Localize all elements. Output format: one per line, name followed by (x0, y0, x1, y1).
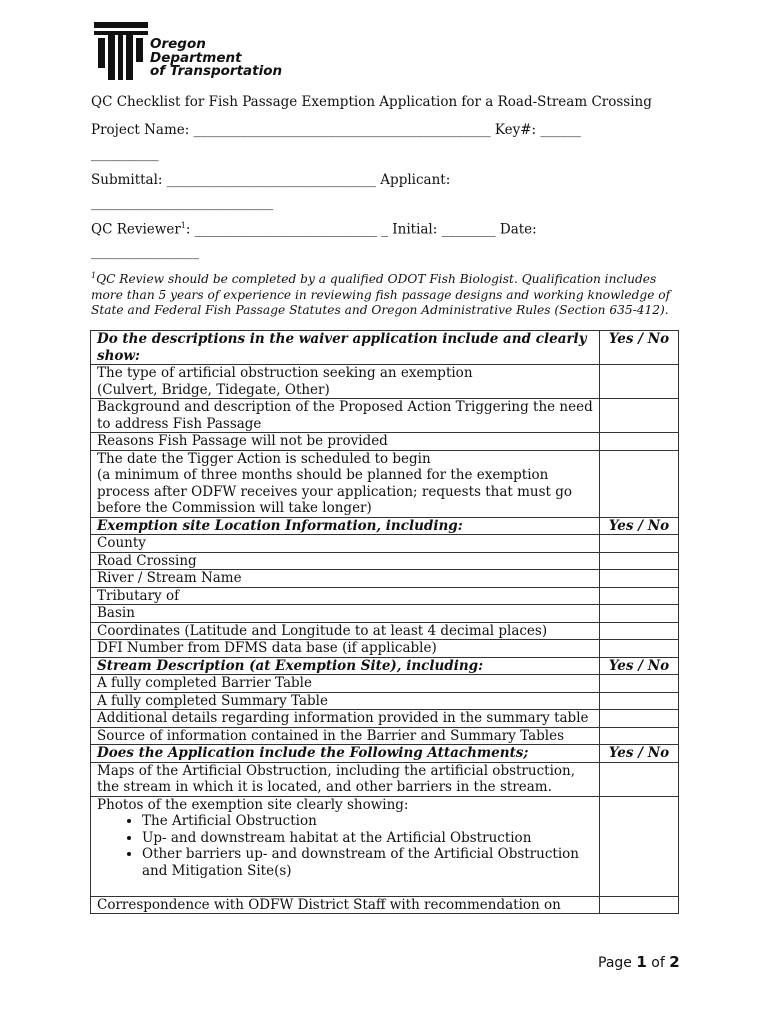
photos-intro: Photos of the exemption site clearly showing: (97, 796, 409, 813)
yes-no-cell[interactable] (600, 587, 679, 605)
qc-reviewer-field[interactable] (91, 221, 537, 238)
checklist-item: A fully completed Summary Table (91, 692, 600, 710)
yes-no-cell[interactable] (600, 570, 679, 588)
table-row (91, 605, 679, 623)
of-word: of (651, 955, 665, 971)
table-row (91, 675, 679, 693)
checklist-item: Background and description of the Proposed Action Triggering the need to address Fish Passage (91, 399, 600, 433)
yes-no-cell[interactable] (600, 552, 679, 570)
project-name-field-continued[interactable]: __________ (91, 146, 159, 162)
photo-bullet-list (97, 813, 593, 879)
yes-no-header: Yes / No (600, 331, 679, 365)
checklist-item: Coordinates (Latitude and Longitude to at least 4 decimal places) (91, 622, 600, 640)
footnote-text: QC Review should be completed by a qualified ODOT Fish Biologist. Qualification includes more than 5 years of experience in reviewing fish passage designs and working knowledge of State and Federal Fish Passage Statutes and Oregon Administrative Rules (Section 635-412). (91, 272, 671, 318)
table-row (91, 796, 679, 896)
yes-no-cell[interactable] (600, 365, 679, 399)
item-text: (a minimum of three months should be planned for the exemption process after ODFW receives your application; requests that must go before the Commission will take longer) (97, 467, 573, 516)
checklist-item (91, 450, 600, 517)
section-header-row (91, 331, 679, 365)
document-title: QC Checklist for Fish Passage Exemption Application for a Road-Stream Crossing (91, 94, 652, 110)
table-row (91, 552, 679, 570)
item-text: The date the Tigger Action is scheduled to begin (97, 450, 431, 467)
page-number (598, 953, 680, 971)
section-2-header: Exemption site Location Information, including: (91, 517, 600, 535)
checklist-item: Road Crossing (91, 552, 600, 570)
logo-wordmark (150, 38, 282, 79)
footnote-mark: 1 (91, 271, 97, 280)
odot-logo (92, 18, 312, 82)
table-row (91, 587, 679, 605)
yes-no-cell[interactable] (600, 535, 679, 553)
checklist-item: County (91, 535, 600, 553)
checklist-item: Basin (91, 605, 600, 623)
applicant-field-continued[interactable]: ___________________________ (91, 195, 274, 211)
checklist-item: Tributary of (91, 587, 600, 605)
checklist-item: River / Stream Name (91, 570, 600, 588)
checklist-item: Reasons Fish Passage will not be provided (91, 433, 600, 451)
checklist-item: Correspondence with ODFW District Staff with recommendation on (91, 896, 600, 914)
table-row (91, 399, 679, 433)
section-header-row (91, 745, 679, 763)
yes-no-cell[interactable] (600, 896, 679, 914)
table-row (91, 535, 679, 553)
checklist-item (91, 365, 600, 399)
logo-line-1: Oregon (150, 36, 206, 52)
qc-reviewer-label: QC Reviewer (91, 221, 181, 238)
yes-no-cell[interactable] (600, 622, 679, 640)
yes-no-cell[interactable] (600, 399, 679, 433)
yes-no-cell[interactable] (600, 433, 679, 451)
date-field-continued[interactable]: ________________ (91, 244, 199, 260)
submittal-applicant-field[interactable]: Submittal: _______________________________ Applicant: (91, 172, 451, 188)
yes-no-cell[interactable] (600, 450, 679, 517)
current-page: 1 (636, 953, 647, 971)
list-item: • Up- and downstream habitat at the Artificial Obstruction (142, 830, 593, 847)
yes-no-header: Yes / No (600, 745, 679, 763)
table-row (91, 365, 679, 399)
qc-checklist-table (90, 330, 679, 914)
section-header-row (91, 657, 679, 675)
yes-no-header: Yes / No (600, 517, 679, 535)
table-row (91, 710, 679, 728)
footnote-ref: 1 (180, 221, 186, 230)
initial-date-fields: : ___________________________ _ Initial: ________ Date: (185, 221, 537, 238)
item-text: (Culvert, Bridge, Tidegate, Other) (97, 381, 330, 398)
logo-line-3: of Transportation (150, 63, 283, 79)
section-4-header: Does the Application include the Following Attachments; (91, 745, 600, 763)
checklist-item: Additional details regarding information provided in the summary table (91, 710, 600, 728)
yes-no-cell[interactable] (600, 675, 679, 693)
table-row (91, 640, 679, 658)
checklist-item: Maps of the Artificial Obstruction, including the artificial obstruction, the stream in which it is located, and other barriers in the stream. (91, 762, 600, 796)
list-item: • Other barriers up- and downstream of the Artificial Obstruction and Mitigation Site(s) (142, 846, 593, 879)
section-3-header: Stream Description (at Exemption Site), including: (91, 657, 600, 675)
checklist-item: DFI Number from DFMS data base (if applicable) (91, 640, 600, 658)
checklist-item (91, 796, 600, 896)
table-row (91, 622, 679, 640)
table-row (91, 692, 679, 710)
table-row (91, 570, 679, 588)
footnote (91, 268, 681, 319)
yes-no-cell[interactable] (600, 692, 679, 710)
yes-no-cell[interactable] (600, 640, 679, 658)
table-row (91, 450, 679, 517)
yes-no-cell[interactable] (600, 762, 679, 796)
yes-no-cell[interactable] (600, 710, 679, 728)
logo-line-2: Department (150, 49, 242, 66)
checklist-item: Source of information contained in the Barrier and Summary Tables (91, 727, 600, 745)
table-row (91, 727, 679, 745)
page-word: Page (598, 955, 632, 971)
yes-no-cell[interactable] (600, 605, 679, 623)
table-row (91, 896, 679, 914)
project-name-field[interactable]: Project Name: ____________________________________________ Key#: ______ (91, 122, 581, 138)
section-header-row (91, 517, 679, 535)
yes-no-header: Yes / No (600, 657, 679, 675)
section-1-header: Do the descriptions in the waiver application include and clearly show: (91, 331, 600, 365)
table-row (91, 433, 679, 451)
list-item: • The Artificial Obstruction (142, 813, 593, 830)
checklist-item: A fully completed Barrier Table (91, 675, 600, 693)
item-text: The type of artificial obstruction seeking an exemption (97, 365, 473, 381)
total-pages: 2 (669, 953, 680, 971)
odot-logo-mark-icon (92, 18, 150, 82)
table-row (91, 762, 679, 796)
yes-no-cell[interactable] (600, 727, 679, 745)
yes-no-cell[interactable] (600, 796, 679, 896)
